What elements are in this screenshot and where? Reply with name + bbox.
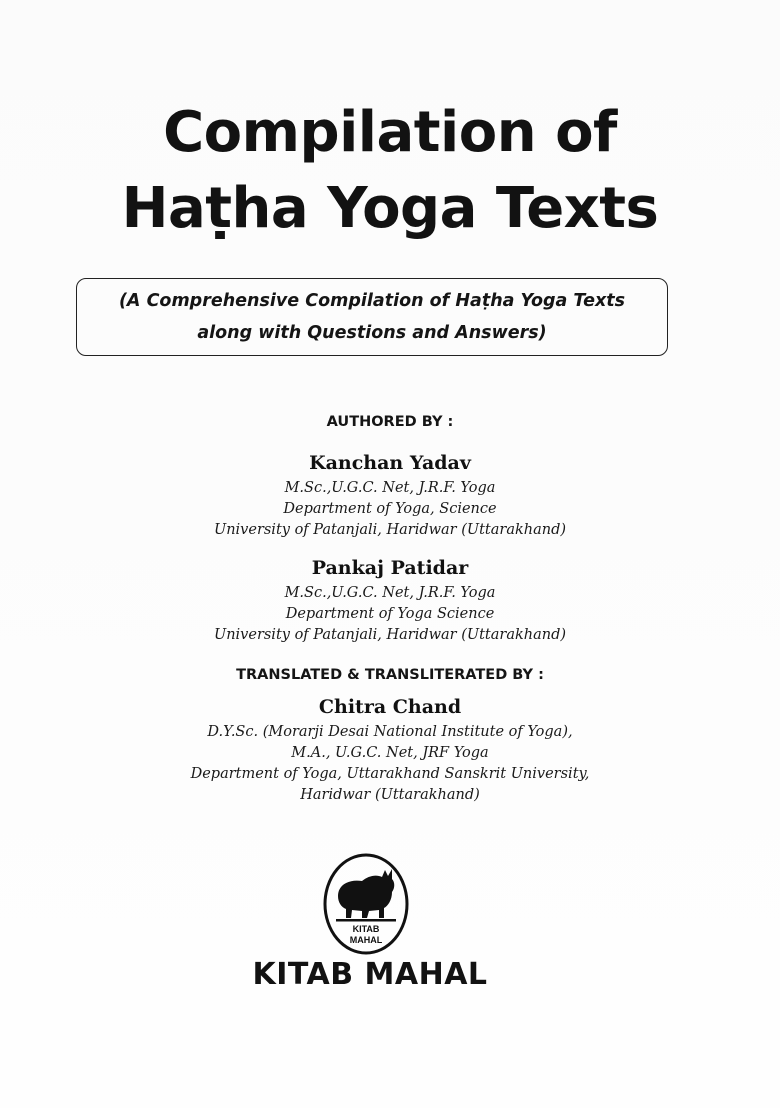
subtitle-line-1: (A Comprehensive Compilation of Haṭha Yoga Texts — [118, 291, 626, 311]
credential-line: Department of Yoga, Uttarakhand Sanskrit University, — [190, 766, 590, 782]
author-name: Kanchan Yadav — [309, 452, 471, 474]
subtitle-box — [76, 278, 668, 356]
subtitle-line-2: along with Questions and Answers) — [197, 323, 547, 343]
book-title-line-1: Compilation of — [163, 100, 617, 165]
credential-line: University of Patanjali, Haridwar (Uttarakhand) — [213, 627, 567, 643]
credential-line: D.Y.Sc. (Morarji Desai National Institute of Yoga), — [207, 724, 573, 740]
bull-emblem-icon — [322, 852, 410, 956]
publisher-name: KITAB MAHAL — [252, 957, 488, 992]
svg-text:KITAB: KITAB — [352, 924, 380, 934]
translator-credentials — [0, 722, 780, 806]
author-credentials — [0, 478, 780, 541]
book-title-line-2: Haṭha Yoga Texts — [121, 176, 659, 241]
credential-line: Department of Yoga, Science — [283, 501, 497, 517]
credential-line: M.A., U.G.C. Net, JRF Yoga — [291, 745, 489, 761]
credential-line: M.Sc.,U.G.C. Net, J.R.F. Yoga — [284, 585, 496, 601]
translated-by-label: TRANSLATED & TRANSLITERATED BY : — [236, 667, 544, 683]
publisher-logo — [322, 852, 410, 956]
authored-by-label: AUTHORED BY : — [326, 414, 454, 430]
author-name: Pankaj Patidar — [311, 557, 469, 579]
svg-text:MAHAL: MAHAL — [349, 935, 383, 945]
credential-line: M.Sc.,U.G.C. Net, J.R.F. Yoga — [284, 480, 496, 496]
author-credentials — [0, 583, 780, 646]
credential-line: Haridwar (Uttarakhand) — [300, 787, 480, 803]
credential-line: University of Patanjali, Haridwar (Uttarakhand) — [213, 522, 567, 538]
credential-line: Department of Yoga Science — [285, 606, 495, 622]
translator-name: Chitra Chand — [318, 696, 462, 718]
